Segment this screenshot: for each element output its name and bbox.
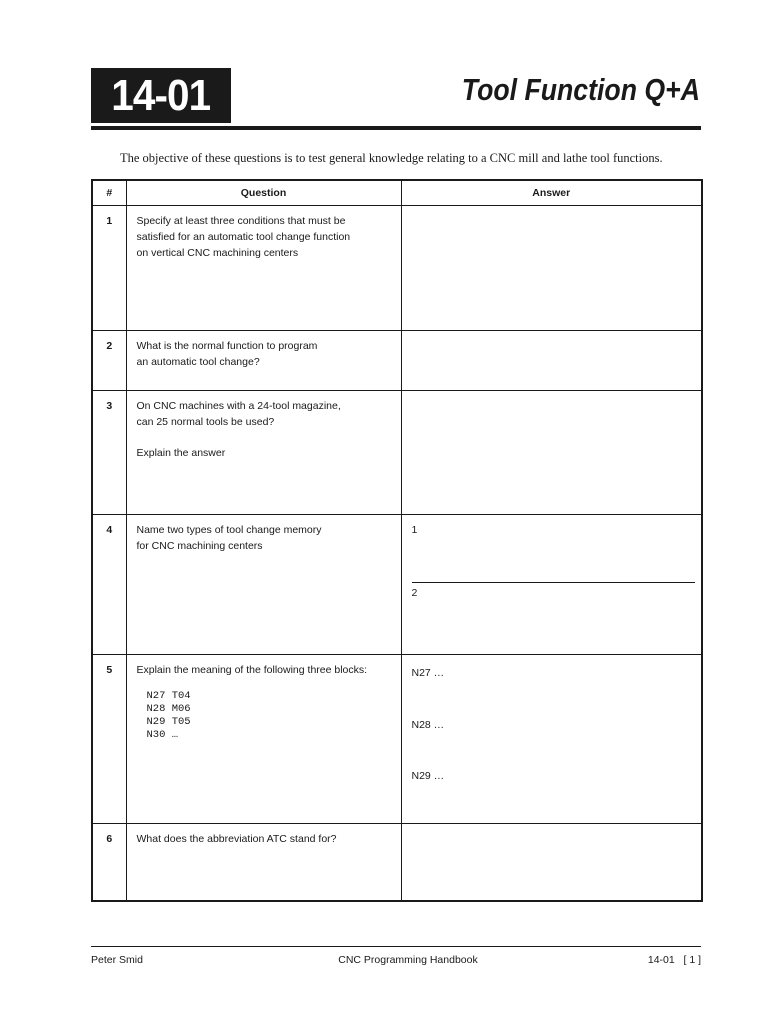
question-cell [126, 655, 401, 824]
question-text: What does the abbreviation ATC stand for? [136, 833, 337, 845]
answer-field[interactable] [401, 391, 702, 515]
chapter-number: 14-01 [111, 70, 211, 120]
answer-label: N28 … [411, 719, 445, 731]
question-text: can 25 normal tools be used? [136, 416, 275, 428]
code-line: N29 T05 [146, 716, 191, 728]
row-number: 2 [92, 331, 126, 391]
title-divider [91, 126, 701, 130]
question-cell [126, 206, 401, 331]
code-line: N28 M06 [146, 703, 191, 715]
question-text: an automatic tool change? [136, 356, 260, 368]
answer-field[interactable] [401, 206, 702, 331]
footer-page-number: 14-01 [ 1 ] [647, 954, 701, 966]
question-cell [126, 391, 401, 515]
table-row [92, 391, 702, 515]
answer-label: N27 … [411, 667, 445, 679]
question-text: Specify at least three conditions that must be [136, 215, 346, 227]
question-cell [126, 331, 401, 391]
question-text: satisfied for an automatic tool change function [136, 231, 351, 243]
row-number: 3 [92, 391, 126, 515]
code-line: N27 T04 [146, 690, 191, 702]
question-cell [126, 824, 401, 901]
answer-label: N29 … [411, 770, 445, 782]
question-text: on vertical CNC machining centers [136, 247, 299, 259]
table-row [92, 206, 702, 331]
row-number: 5 [92, 655, 126, 824]
table-row [92, 331, 702, 391]
question-cell [126, 515, 401, 655]
question-text: What is the normal function to program [136, 340, 318, 352]
code-line: N30 … [146, 729, 179, 741]
answer-label: 2 [411, 587, 418, 599]
table-row [92, 655, 702, 824]
question-text: Explain the meaning of the following three blocks: [136, 664, 368, 676]
objective-text: The objective of these questions is to test general knowledge relating to a CNC mill and lathe tool functions. [120, 151, 663, 165]
answer-field[interactable] [401, 655, 702, 824]
table-row [92, 515, 702, 655]
page-title: Tool Function Q+A [461, 72, 700, 107]
row-number: 1 [92, 206, 126, 331]
row-number: 6 [92, 824, 126, 901]
question-text: On CNC machines with a 24-tool magazine, [136, 400, 341, 412]
answer-field[interactable] [401, 824, 702, 901]
answer-field[interactable] [401, 515, 702, 655]
chapter-number-badge [91, 68, 231, 123]
footer-author: Peter Smid [91, 954, 143, 966]
column-header-number: # [92, 180, 126, 206]
footer-divider [91, 946, 701, 947]
answer-label: 1 [411, 524, 418, 536]
question-text: Name two types of tool change memory [136, 524, 322, 536]
code-block [147, 690, 393, 742]
row-number: 4 [92, 515, 126, 655]
question-text: for CNC machining centers [136, 540, 263, 552]
answer-field[interactable] [401, 331, 702, 391]
column-header-answer: Answer [401, 180, 702, 206]
table-row [92, 824, 702, 901]
question-instruction: Explain the answer [136, 447, 226, 459]
footer-book-title: CNC Programming Handbook [338, 954, 478, 966]
table-header-row [92, 180, 702, 206]
column-header-question: Question [126, 180, 401, 206]
qa-table [91, 179, 703, 902]
answer-line [412, 582, 696, 583]
